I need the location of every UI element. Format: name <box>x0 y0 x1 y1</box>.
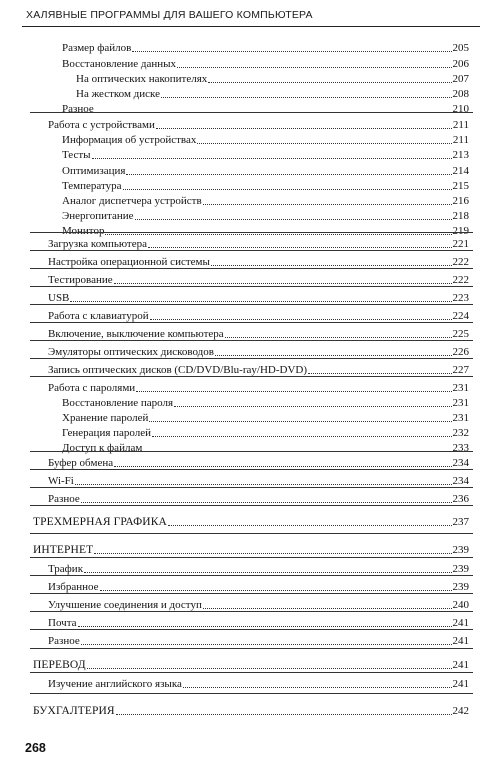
toc-entry[interactable] <box>62 132 469 146</box>
toc-entry[interactable] <box>48 633 469 647</box>
toc-entry-page: 233 <box>452 442 469 454</box>
section-divider <box>30 533 473 534</box>
toc-entry[interactable] <box>62 193 469 207</box>
entry-divider <box>30 593 473 594</box>
entry-divider <box>30 112 473 113</box>
toc-entry-page: 241 <box>452 617 469 629</box>
toc-entry-label: Температура <box>62 180 122 192</box>
dot-leader <box>126 174 451 175</box>
toc-entry[interactable] <box>62 147 469 161</box>
toc-entry[interactable] <box>76 71 469 85</box>
toc-section[interactable] <box>33 514 469 528</box>
toc-entry[interactable] <box>62 208 469 222</box>
toc-entry[interactable] <box>48 561 469 575</box>
dot-leader <box>183 687 452 688</box>
toc-entry[interactable] <box>62 223 469 237</box>
entry-divider <box>30 232 473 233</box>
entry-divider <box>30 672 473 673</box>
toc-entry[interactable] <box>48 473 469 487</box>
entry-divider <box>30 322 473 323</box>
toc-entry[interactable] <box>48 326 469 340</box>
toc-entry-page: 218 <box>452 210 469 222</box>
entry-divider <box>30 340 473 341</box>
toc-entry[interactable] <box>48 272 469 286</box>
toc-entry-page: 211 <box>452 134 469 146</box>
toc-entry-page: 222 <box>452 256 469 268</box>
toc-entry-page: 237 <box>452 516 469 528</box>
toc-entry-page: 236 <box>452 493 469 505</box>
toc-entry[interactable] <box>48 455 469 469</box>
entry-divider <box>30 575 473 576</box>
toc-entry-label: На жестком диске <box>76 88 160 100</box>
dot-leader <box>215 355 452 356</box>
toc-entry[interactable] <box>62 425 469 439</box>
toc-section-label: ИНТЕРНЕТ <box>33 544 94 556</box>
dot-leader <box>152 436 451 437</box>
toc-entry-label: Изучение английского языка <box>48 678 182 690</box>
toc-entry-page: 213 <box>452 149 469 161</box>
dot-leader <box>150 319 452 320</box>
dot-leader <box>78 626 452 627</box>
dot-leader <box>197 143 452 144</box>
toc-entry[interactable] <box>48 579 469 593</box>
toc-entry-label: Настройка операционной системы <box>48 256 210 268</box>
toc-entry-page: 205 <box>452 42 469 54</box>
toc-entry-label: Работа с клавиатурой <box>48 310 149 322</box>
toc-entry-label: Информация об устройствах <box>62 134 197 146</box>
dot-leader <box>70 301 451 302</box>
toc-entry[interactable] <box>48 676 469 690</box>
dot-leader <box>105 234 451 235</box>
toc-entry[interactable] <box>48 254 469 268</box>
toc-entry-page: 231 <box>452 397 469 409</box>
toc-entry-label: Работа с паролями <box>48 382 136 394</box>
toc-entry-page: 239 <box>452 581 469 593</box>
toc-entry[interactable] <box>48 615 469 629</box>
dot-leader <box>308 373 452 374</box>
dot-leader <box>114 283 452 284</box>
dot-leader <box>100 590 452 591</box>
toc-entry-page: 242 <box>452 705 469 717</box>
dot-leader <box>168 525 452 526</box>
toc-entry-page: 206 <box>452 58 469 70</box>
dot-leader <box>132 51 451 52</box>
toc-entry-page: 239 <box>452 563 469 575</box>
toc-entry-label: Разное <box>62 103 94 115</box>
toc-entry[interactable] <box>76 86 469 100</box>
toc-entry-label: Хранение паролей <box>62 412 149 424</box>
dot-leader <box>92 158 452 159</box>
toc-section-label: ПЕРЕВОД <box>33 659 86 671</box>
toc-entry-page: 239 <box>452 544 469 556</box>
toc-entry-page: 208 <box>452 88 469 100</box>
dot-leader <box>211 265 452 266</box>
toc-entry-page: 214 <box>452 165 469 177</box>
dot-leader <box>203 204 452 205</box>
section-divider <box>30 693 473 694</box>
toc-entry-label: Разное <box>48 635 80 647</box>
toc-section[interactable] <box>33 703 469 717</box>
toc-entry-page: 224 <box>452 310 469 322</box>
toc-entry[interactable] <box>48 344 469 358</box>
dot-leader <box>81 644 452 645</box>
toc-entry-label: Тестирование <box>48 274 113 286</box>
toc-entry[interactable] <box>48 308 469 322</box>
toc-entry-label: Энергопитание <box>62 210 134 222</box>
dot-leader <box>174 406 451 407</box>
toc-entry-label: Восстановление пароля <box>62 397 174 409</box>
toc-entry-page: 225 <box>452 328 469 340</box>
dot-leader <box>161 97 452 98</box>
toc-entry-page: 216 <box>452 195 469 207</box>
toc-entry-page: 219 <box>452 225 469 237</box>
toc-entry-label: Монитор <box>62 225 105 237</box>
dot-leader <box>114 466 451 467</box>
toc-entry-label: Тесты <box>62 149 91 161</box>
toc-entry[interactable] <box>48 491 469 505</box>
section-divider <box>30 505 473 506</box>
toc-entry-label: Разное <box>48 493 80 505</box>
entry-divider <box>30 286 473 287</box>
toc-entry-page: 232 <box>452 427 469 439</box>
toc-entry-page: 211 <box>452 119 469 131</box>
toc-entry-label: Запись оптических дисков (CD/DVD/Blu-ray/HD-DVD) <box>48 364 307 376</box>
toc-entry-page: 241 <box>452 635 469 647</box>
dot-leader <box>177 67 451 68</box>
toc-section-label: ТРЕХМЕРНАЯ ГРАФИКА <box>33 516 167 528</box>
toc-entry-page: 234 <box>452 475 469 487</box>
toc-entry[interactable] <box>48 380 469 394</box>
toc-entry-label: Буфер обмена <box>48 457 114 469</box>
dot-leader <box>135 219 452 220</box>
dot-leader <box>94 553 451 554</box>
toc-entry[interactable] <box>48 362 469 376</box>
entry-divider <box>30 469 473 470</box>
toc-entry-page: 241 <box>452 678 469 690</box>
entry-divider <box>30 487 473 488</box>
toc-entry[interactable] <box>62 410 469 424</box>
toc-entry[interactable] <box>48 597 469 611</box>
toc-entry[interactable] <box>62 40 469 54</box>
toc-entry-page: 240 <box>452 599 469 611</box>
toc-entry[interactable] <box>48 290 469 304</box>
toc-entry-label: Wi-Fi <box>48 475 74 487</box>
toc-entry-page: 221 <box>452 238 469 250</box>
toc-entry[interactable] <box>62 56 469 70</box>
toc-entry-page: 231 <box>452 382 469 394</box>
toc-entry-label: Включение, выключение компьютера <box>48 328 224 340</box>
dot-leader <box>148 247 452 248</box>
entry-divider <box>30 304 473 305</box>
toc-entry-label: Аналог диспетчера устройств <box>62 195 202 207</box>
toc-entry[interactable] <box>48 236 469 250</box>
toc-entry[interactable] <box>62 178 469 192</box>
dot-leader <box>156 128 452 129</box>
toc-entry-label: Эмуляторы оптических дисководов <box>48 346 214 358</box>
toc-entry-label: Избранное <box>48 581 99 593</box>
toc-entry-page: 231 <box>452 412 469 424</box>
toc-entry-label: Оптимизация <box>62 165 126 177</box>
toc-section-label: БУХГАЛТЕРИЯ <box>33 705 115 717</box>
entry-divider <box>30 629 473 630</box>
running-header-title: ХАЛЯВНЫЕ ПРОГРАММЫ ДЛЯ ВАШЕГО КОМПЬЮТЕРА <box>26 9 313 21</box>
toc-entry-page: 215 <box>452 180 469 192</box>
toc-section[interactable] <box>33 542 469 556</box>
toc-entry-page: 207 <box>452 73 469 85</box>
toc-entry-label: Трафик <box>48 563 84 575</box>
dot-leader <box>84 572 451 573</box>
dot-leader <box>208 82 451 83</box>
toc-entry-label: Доступ к файлам <box>62 442 143 454</box>
toc-entry-page: 223 <box>452 292 469 304</box>
page-number: 268 <box>25 741 46 755</box>
entry-divider <box>30 611 473 612</box>
entry-divider <box>30 268 473 269</box>
dot-leader <box>149 421 451 422</box>
toc-entry-page: 241 <box>452 659 469 671</box>
dot-leader <box>81 502 452 503</box>
toc-entry[interactable] <box>62 395 469 409</box>
dot-leader <box>87 668 452 669</box>
entry-divider <box>30 451 473 452</box>
section-divider <box>30 648 473 649</box>
toc-entry-page: 222 <box>452 274 469 286</box>
toc-section[interactable] <box>33 657 469 671</box>
dot-leader <box>75 484 452 485</box>
toc-entry-label: Восстановление данных <box>62 58 177 70</box>
toc-entry-label: Загрузка компьютера <box>48 238 147 250</box>
toc-entry-page: 210 <box>452 103 469 115</box>
toc-entry-page: 226 <box>452 346 469 358</box>
toc-entry-page: 227 <box>452 364 469 376</box>
toc-entry-label: Почта <box>48 617 77 629</box>
toc-entry-label: На оптических накопителях <box>76 73 208 85</box>
dot-leader <box>116 714 452 715</box>
toc-entry-label: USB <box>48 292 70 304</box>
toc-entry[interactable] <box>48 117 469 131</box>
entry-divider <box>30 376 473 377</box>
dot-leader <box>123 189 452 190</box>
dot-leader <box>136 391 451 392</box>
dot-leader <box>225 337 452 338</box>
dot-leader <box>203 608 452 609</box>
toc-entry[interactable] <box>62 163 469 177</box>
toc-entry-label: Работа с устройствами <box>48 119 155 131</box>
toc-entry-page: 234 <box>452 457 469 469</box>
toc-entry-label: Генерация паролей <box>62 427 152 439</box>
toc-entry-label: Улучшение соединения и доступ <box>48 599 202 611</box>
entry-divider <box>30 557 473 558</box>
entry-divider <box>30 250 473 251</box>
entry-divider <box>30 358 473 359</box>
toc-entry-label: Размер файлов <box>62 42 132 54</box>
